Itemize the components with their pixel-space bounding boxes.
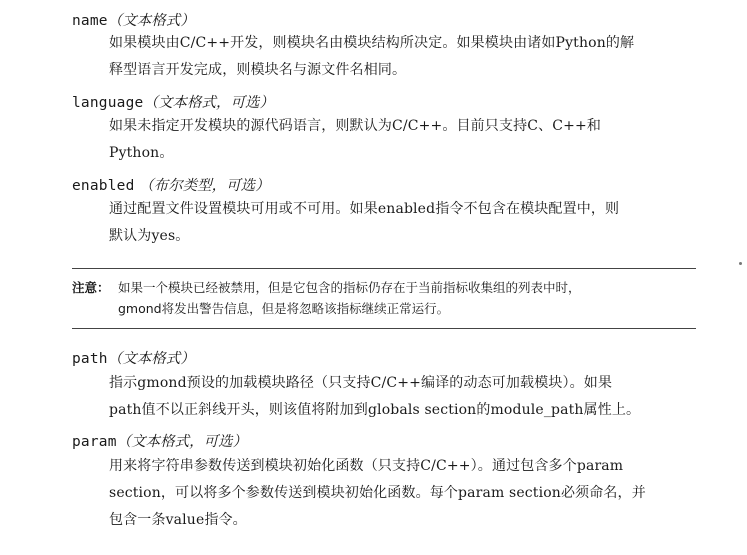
term-description (109, 453, 699, 534)
term-keyword: param (72, 434, 117, 450)
term-keyword: path (72, 351, 108, 367)
note-line-1: 如果一个模块已经被禁用，但是它包含的指标仍存在于当前指标收集组的列表中时， (118, 280, 581, 295)
term-description (109, 196, 699, 250)
description-line: section，可以将多个参数传送到模块初始化函数。每个param section必须命名，并 (109, 485, 646, 501)
term-keyword: language (72, 95, 144, 111)
description-line: path值不以正斜线开头，则该值将附加到globals section的module_path属性上。 (109, 402, 641, 418)
term-description (109, 370, 699, 424)
note-label: 注意： (72, 280, 110, 295)
description-line: 如果未指定开发模块的源代码语言，则默认为C/C++。目前只支持C、C++和 (109, 118, 602, 134)
term-keyword: name (72, 13, 108, 29)
term-enabled (72, 175, 270, 196)
description-line: 指示gmond预设的加载模块路径（只支持C/C++编译的动态可加载模块）。如果 (109, 375, 613, 391)
description-line: 默认为yes。 (109, 228, 190, 244)
term-language (72, 92, 274, 113)
scan-speck (739, 262, 742, 265)
note-line-2: gmond将发出警告信息，但是将忽略该指标继续正常运行。 (118, 301, 450, 316)
term-param (72, 431, 247, 452)
term-keyword: enabled (72, 178, 135, 194)
term-description (109, 113, 699, 167)
description-line: Python。 (109, 145, 174, 161)
description-line: 释型语言开发完成，则模块名与源文件名相同。 (109, 62, 407, 78)
description-line: 通过配置文件设置模块可用或不可用。如果enabled指令不包含在模块配置中，则 (109, 201, 620, 217)
term-type: （文本格式，可选） (143, 95, 274, 111)
note-bottom-rule (72, 328, 696, 329)
note-top-rule (72, 268, 696, 269)
term-description (109, 30, 699, 84)
description-line: 如果模块由C/C++开发，则模块名由模块结构所决定。如果模块由诸如Python的解 (109, 35, 635, 51)
term-type: （布尔类型，可选） (134, 178, 270, 194)
term-name (72, 10, 195, 31)
note-box (72, 277, 697, 319)
description-line: 用来将字符串参数传送到模块初始化函数（只支持C/C++）。通过包含多个param (109, 458, 624, 474)
term-path (72, 348, 195, 369)
term-type: （文本格式） (107, 351, 195, 367)
term-type: （文本格式，可选） (116, 434, 248, 450)
term-type: （文本格式） (107, 13, 195, 29)
description-line: 包含一条value指令。 (109, 512, 247, 528)
